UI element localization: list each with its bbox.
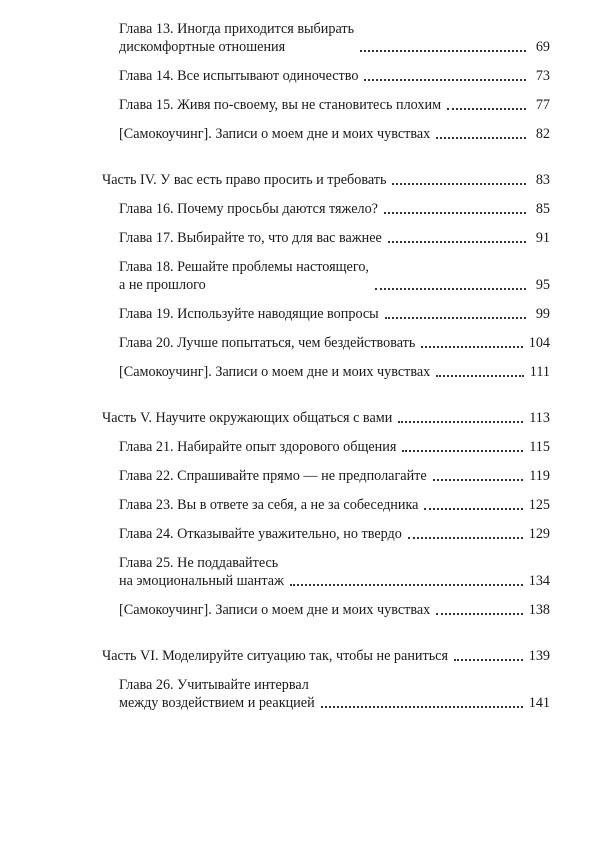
chapter-entry-title [119, 438, 396, 456]
chapter-entry-page-number: 111 [529, 364, 550, 380]
chapter-entry [119, 200, 550, 218]
chapter-entry [119, 125, 550, 143]
chapter-entry-page-number: 99 [535, 306, 550, 322]
part-entry-page-number: 113 [529, 410, 550, 426]
dot-leader [321, 705, 523, 708]
chapter-entry-title [119, 305, 379, 323]
toc-section [0, 647, 600, 712]
chapter-entry-title [119, 258, 369, 294]
chapter-entry-title-line: а не прошлого [119, 277, 206, 293]
chapter-entry-page-number: 115 [529, 439, 550, 455]
chapter-entry-title [119, 467, 427, 485]
part-entry [102, 409, 550, 427]
part-entry-title [102, 409, 392, 427]
chapter-entry-title [119, 363, 430, 381]
chapter-entry-title-line: Глава 19. Используйте наводящие вопросы [119, 306, 379, 322]
dot-leader [384, 211, 526, 214]
part-entry [102, 171, 550, 189]
chapter-entry-title [119, 676, 315, 712]
chapter-entry-title-line: Глава 13. Иногда приходится выбирать [119, 21, 355, 37]
chapter-entry-title-line: [Самокоучинг]. Записи о моем дне и моих чувствах [119, 364, 431, 380]
chapter-entry-title-line: Глава 21. Набирайте опыт здорового общения [119, 439, 397, 455]
part-entry-title-line: Часть V. Научите окружающих общаться с вами [102, 410, 393, 426]
chapter-entry [119, 229, 550, 247]
chapter-entry-title [119, 96, 441, 114]
chapter-entry-title-line: между воздействием и реакцией [119, 695, 315, 711]
toc-section [0, 20, 600, 143]
chapter-entry-title [119, 200, 378, 218]
dot-leader [392, 182, 526, 185]
part-entry-title-line: Часть IV. У вас есть право просить и требовать [102, 172, 387, 188]
part-entry [102, 647, 550, 665]
chapter-entry [119, 305, 550, 323]
chapter-entry-page-number: 95 [535, 277, 550, 293]
chapter-entry [119, 334, 550, 352]
chapter-entry-page-number: 69 [535, 39, 550, 55]
chapter-entry-title [119, 554, 284, 590]
chapter-entry-page-number: 141 [528, 695, 550, 711]
chapter-entry [119, 96, 550, 114]
toc-section [0, 409, 600, 619]
chapter-entry-title-line: Глава 15. Живя по-своему, вы не становитесь плохим [119, 97, 442, 113]
part-entry-page-number: 83 [535, 172, 550, 188]
chapter-entry [119, 601, 550, 619]
chapter-entry-page-number: 134 [528, 573, 550, 589]
chapter-entry-title-line: [Самокоучинг]. Записи о моем дне и моих чувствах [119, 126, 431, 142]
dot-leader [402, 449, 523, 452]
chapter-entry-title-line: Глава 22. Спрашивайте прямо — не предполагайте [119, 468, 427, 484]
toc-list [0, 20, 600, 712]
chapter-entry-page-number: 77 [535, 97, 550, 113]
chapter-entry [119, 363, 550, 381]
chapter-entry [119, 496, 550, 514]
chapter-entry [119, 676, 550, 712]
chapter-entry-title [119, 601, 430, 619]
chapter-entry-title-line: на эмоциональный шантаж [119, 573, 284, 589]
chapter-entry-title [119, 334, 415, 352]
chapter-entry-page-number: 129 [528, 526, 550, 542]
chapter-entry-title [119, 496, 418, 514]
dot-leader [290, 583, 523, 586]
chapter-entry-page-number: 82 [535, 126, 550, 142]
dot-leader [424, 507, 522, 510]
chapter-entry [119, 438, 550, 456]
chapter-entry-title-line: Глава 16. Почему просьбы даются тяжело? [119, 201, 378, 217]
chapter-entry-title-line: Глава 24. Отказывайте уважительно, но твердо [119, 526, 402, 542]
chapter-entry-page-number: 73 [535, 68, 550, 84]
chapter-entry-title [119, 525, 402, 543]
chapter-entry-title-line: Глава 18. Решайте проблемы настоящего, [119, 259, 369, 275]
chapter-entry [119, 467, 550, 485]
chapter-entry [119, 525, 550, 543]
chapter-entry [119, 554, 550, 590]
dot-leader [447, 107, 526, 110]
part-entry-title [102, 171, 386, 189]
chapter-entry-title-line: Глава 20. Лучше попытаться, чем бездействовать [119, 335, 416, 351]
chapter-entry-title [119, 229, 382, 247]
chapter-entry-title-line: Глава 25. Не поддавайтесь [119, 555, 279, 571]
chapter-entry-title [119, 20, 354, 56]
dot-leader [454, 658, 523, 661]
dot-leader [364, 78, 526, 81]
chapter-entry-page-number: 104 [528, 335, 550, 351]
dot-leader [433, 478, 524, 481]
dot-leader [385, 316, 526, 319]
chapter-entry-page-number: 119 [529, 468, 550, 484]
chapter-entry [119, 67, 550, 85]
chapter-entry-title-line: [Самокоучинг]. Записи о моем дне и моих чувствах [119, 602, 431, 618]
chapter-entry-page-number: 125 [528, 497, 550, 513]
chapter-entry-title-line: Глава 23. Вы в ответе за себя, а не за собеседника [119, 497, 419, 513]
dot-leader [408, 536, 523, 539]
dot-leader [436, 374, 524, 377]
toc-section [0, 171, 600, 381]
chapter-entry-title-line: Глава 17. Выбирайте то, что для вас важнее [119, 230, 382, 246]
chapter-entry-title [119, 67, 358, 85]
part-entry-title-line: Часть VI. Моделируйте ситуацию так, чтобы не раниться [102, 648, 449, 664]
dot-leader [421, 345, 522, 348]
chapter-entry-title-line: Глава 14. Все испытывают одиночество [119, 68, 359, 84]
dot-leader [436, 612, 522, 615]
chapter-entry [119, 20, 550, 56]
chapter-entry-title [119, 125, 430, 143]
dot-leader [375, 287, 526, 290]
dot-leader [436, 136, 526, 139]
chapter-entry-page-number: 85 [535, 201, 550, 217]
chapter-entry-page-number: 138 [528, 602, 550, 618]
dot-leader [388, 240, 526, 243]
chapter-entry-title-line: дискомфортные отношения [119, 39, 286, 55]
chapter-entry-title-line: Глава 26. Учитывайте интервал [119, 677, 309, 693]
chapter-entry-page-number: 91 [535, 230, 550, 246]
part-entry-title [102, 647, 448, 665]
part-entry-page-number: 139 [528, 648, 550, 664]
dot-leader [360, 49, 526, 52]
dot-leader [398, 420, 523, 423]
chapter-entry [119, 258, 550, 294]
